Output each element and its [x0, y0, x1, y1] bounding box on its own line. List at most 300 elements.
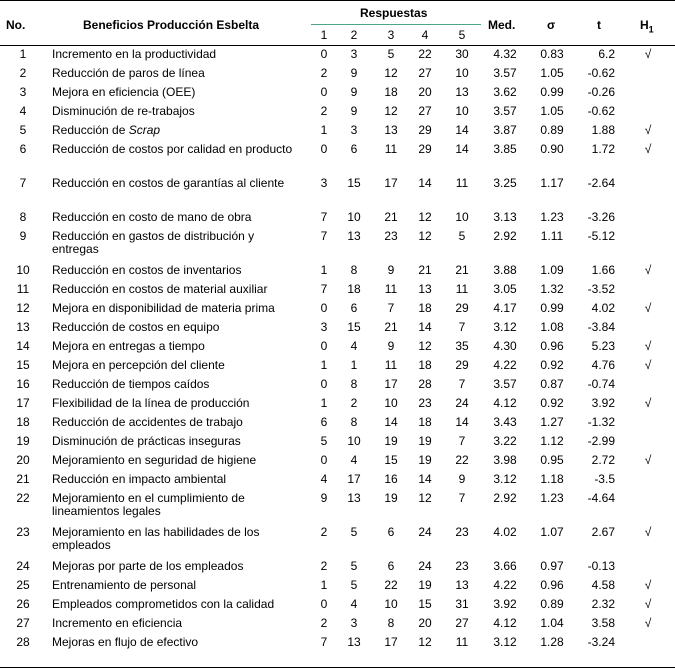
response-count-2: 8 — [350, 377, 358, 391]
response-count-1: 1 — [320, 358, 328, 372]
response-count-5: 14 — [455, 415, 469, 429]
response-count-4: 29 — [418, 142, 432, 156]
response-count-4: 28 — [418, 377, 432, 391]
response-count-2: 5 — [350, 525, 358, 539]
response-count-3: 10 — [384, 396, 398, 410]
response-count-1: 1 — [320, 123, 328, 137]
std-dev-value: 0.99 — [540, 85, 564, 99]
table-row — [0, 635, 675, 654]
response-count-2: 2 — [350, 396, 358, 410]
table-row — [0, 559, 675, 578]
t-value: -3.84 — [587, 320, 615, 334]
response-count-3: 9 — [387, 263, 395, 277]
mean-value: 3.05 — [493, 282, 517, 296]
mean-value: 4.12 — [493, 396, 517, 410]
response-count-4: 12 — [418, 339, 432, 353]
table-row — [0, 47, 675, 66]
row-number: 17 — [16, 396, 30, 410]
std-dev-value: 1.04 — [540, 616, 564, 630]
benefit-name: Mejora en entregas a tiempo — [52, 339, 205, 353]
mean-value: 4.22 — [493, 578, 517, 592]
mean-value: 3.85 — [493, 142, 517, 156]
t-value: -2.99 — [587, 434, 615, 448]
std-dev-value: 1.11 — [540, 229, 564, 243]
response-count-3: 5 — [387, 47, 395, 61]
response-count-4: 15 — [418, 597, 432, 611]
response-count-5: 9 — [458, 472, 466, 486]
response-count-4: 27 — [418, 104, 432, 118]
table-row — [0, 320, 675, 339]
response-count-3: 11 — [384, 358, 398, 372]
scale-2: 2 — [350, 28, 358, 42]
response-count-5: 23 — [455, 525, 469, 539]
response-count-2: 3 — [350, 123, 358, 137]
response-count-3: 12 — [384, 104, 398, 118]
response-count-4: 21 — [418, 263, 432, 277]
t-value: 4.02 — [591, 301, 615, 315]
std-dev-value: 0.99 — [540, 301, 564, 315]
response-count-3: 15 — [384, 453, 398, 467]
row-number: 19 — [16, 434, 30, 448]
response-count-5: 10 — [455, 66, 469, 80]
table-row — [0, 396, 675, 415]
response-count-5: 5 — [458, 229, 466, 243]
response-count-3: 21 — [384, 210, 398, 224]
mean-value: 4.30 — [493, 339, 517, 353]
response-count-5: 35 — [455, 339, 469, 353]
t-value: 1.72 — [591, 142, 615, 156]
bottom-rule — [0, 667, 675, 668]
mean-value: 3.22 — [493, 434, 517, 448]
row-number: 5 — [19, 123, 27, 137]
t-value: 2.67 — [591, 525, 615, 539]
header-respuestas: Respuestas — [360, 6, 428, 20]
t-value: -4.64 — [587, 491, 615, 505]
mean-value: 2.92 — [493, 229, 517, 243]
header-h1 — [640, 18, 654, 34]
row-number: 9 — [19, 229, 27, 243]
response-count-3: 19 — [384, 491, 398, 505]
response-count-5: 27 — [455, 616, 469, 630]
std-dev-value: 1.28 — [540, 635, 564, 649]
response-count-4: 20 — [418, 85, 432, 99]
response-count-3: 6 — [387, 525, 395, 539]
row-number: 25 — [16, 578, 30, 592]
table-row — [0, 66, 675, 85]
header-h1-sub: 1 — [648, 24, 654, 35]
response-count-3: 23 — [384, 229, 398, 243]
response-count-2: 4 — [350, 339, 358, 353]
table-row — [0, 377, 675, 396]
response-count-4: 27 — [418, 66, 432, 80]
response-count-2: 9 — [350, 85, 358, 99]
response-count-1: 2 — [320, 66, 328, 80]
response-count-1: 0 — [320, 377, 328, 391]
response-count-3: 22 — [384, 578, 398, 592]
mean-value: 3.13 — [493, 210, 517, 224]
mean-value: 4.32 — [493, 47, 517, 61]
benefit-name: Reducción de costos en equipo — [52, 320, 220, 334]
benefit-name: Reducción en costos de garantías al cliente — [52, 176, 285, 190]
response-count-1: 1 — [320, 396, 328, 410]
response-count-5: 30 — [455, 47, 469, 61]
response-count-5: 29 — [455, 301, 469, 315]
hypothesis-check: √ — [644, 396, 652, 410]
benefit-name: Mejoras por parte de los empleados — [52, 559, 244, 573]
response-count-3: 21 — [384, 320, 398, 334]
response-count-1: 7 — [320, 635, 328, 649]
response-count-3: 16 — [384, 472, 398, 486]
row-number: 6 — [19, 142, 27, 156]
hypothesis-check: √ — [644, 301, 652, 315]
hypothesis-check: √ — [644, 597, 652, 611]
response-count-4: 20 — [418, 616, 432, 630]
response-count-2: 1 — [350, 358, 358, 372]
std-dev-value: 0.92 — [540, 358, 564, 372]
response-count-4: 24 — [418, 525, 432, 539]
std-dev-value: 1.27 — [540, 415, 564, 429]
mean-value: 3.12 — [493, 320, 517, 334]
mean-value: 3.87 — [493, 123, 517, 137]
benefit-name: Mejora en disponibilidad de materia prima — [52, 301, 275, 315]
response-count-1: 7 — [320, 282, 328, 296]
response-count-2: 17 — [347, 472, 361, 486]
row-number: 1 — [19, 47, 27, 61]
t-value: -0.26 — [587, 85, 615, 99]
benefit-name: Reducción de tiempos caídos — [52, 377, 210, 391]
t-value: 1.66 — [591, 263, 615, 277]
t-value: -3.26 — [587, 210, 615, 224]
mean-value: 3.62 — [493, 85, 517, 99]
std-dev-value: 1.05 — [540, 104, 564, 118]
response-count-5: 14 — [455, 123, 469, 137]
row-number: 7 — [19, 176, 27, 190]
response-count-1: 2 — [320, 104, 328, 118]
response-count-4: 12 — [418, 491, 432, 505]
benefit-name: Entrenamiento de personal — [52, 578, 197, 592]
benefit-name: Mejoramiento en seguridad de higiene — [52, 453, 257, 467]
response-count-5: 11 — [455, 176, 469, 190]
response-count-5: 11 — [455, 282, 469, 296]
std-dev-value: 0.95 — [540, 453, 564, 467]
benefit-name: Reducción de paros de línea — [52, 66, 205, 80]
scale-4: 4 — [421, 28, 429, 42]
response-count-5: 29 — [455, 358, 469, 372]
row-number: 16 — [16, 377, 30, 391]
row-number: 4 — [19, 104, 27, 118]
response-count-2: 5 — [350, 578, 358, 592]
response-count-5: 7 — [458, 320, 466, 334]
t-value: 3.58 — [591, 616, 615, 630]
mean-value: 3.57 — [493, 377, 517, 391]
t-value: -0.13 — [587, 559, 615, 573]
benefit-name: Mejora en eficiencia (OEE) — [52, 85, 196, 99]
response-count-4: 14 — [418, 320, 432, 334]
t-value: -3.24 — [587, 635, 615, 649]
response-count-2: 10 — [347, 210, 361, 224]
response-count-4: 13 — [418, 282, 432, 296]
t-value: 3.92 — [591, 396, 615, 410]
response-count-1: 1 — [320, 263, 328, 277]
response-count-1: 3 — [320, 320, 328, 334]
std-dev-value: 1.07 — [540, 525, 564, 539]
response-count-4: 18 — [418, 301, 432, 315]
benefit-name: Empleados comprometidos con la calidad — [52, 597, 275, 611]
response-count-1: 7 — [320, 229, 328, 243]
row-number: 10 — [16, 263, 30, 277]
response-count-3: 12 — [384, 66, 398, 80]
mean-value: 3.12 — [493, 472, 517, 486]
response-count-5: 10 — [455, 104, 469, 118]
response-count-3: 9 — [387, 339, 395, 353]
row-number: 18 — [16, 415, 30, 429]
t-value: -3.52 — [587, 282, 615, 296]
benefit-name-text: Reducción de — [52, 123, 129, 137]
benefit-name: Mejoramiento en las habilidades de los empleados — [52, 525, 260, 552]
respuestas-underline — [311, 24, 481, 25]
benefit-name: Reducción en costos de inventarios — [52, 263, 242, 277]
hypothesis-check: √ — [644, 525, 652, 539]
table-row — [0, 453, 675, 472]
benefit-name: Incremento en la productividad — [52, 47, 217, 61]
response-count-4: 12 — [418, 210, 432, 224]
mean-value: 4.12 — [493, 616, 517, 630]
response-count-1: 7 — [320, 210, 328, 224]
response-count-4: 12 — [418, 635, 432, 649]
response-count-1: 2 — [320, 559, 328, 573]
table-row — [0, 123, 675, 142]
response-count-2: 8 — [350, 263, 358, 277]
std-dev-value: 0.97 — [540, 559, 564, 573]
response-count-2: 9 — [350, 104, 358, 118]
response-count-4: 19 — [418, 578, 432, 592]
std-dev-value: 1.09 — [540, 263, 564, 277]
response-count-1: 1 — [320, 578, 328, 592]
std-dev-value: 0.96 — [540, 578, 564, 592]
response-count-5: 11 — [455, 635, 469, 649]
std-dev-value: 1.23 — [540, 491, 564, 505]
response-count-3: 11 — [384, 282, 398, 296]
response-count-5: 7 — [458, 434, 466, 448]
row-number: 3 — [19, 85, 27, 99]
row-number: 8 — [19, 210, 27, 224]
response-count-2: 13 — [347, 635, 361, 649]
mean-value: 3.92 — [493, 597, 517, 611]
row-number: 27 — [16, 616, 30, 630]
table-row — [0, 85, 675, 104]
std-dev-value: 1.17 — [540, 176, 564, 190]
response-count-1: 2 — [320, 616, 328, 630]
scale-1: 1 — [320, 28, 328, 42]
row-number: 23 — [16, 525, 30, 539]
response-count-3: 11 — [384, 142, 398, 156]
row-number: 12 — [16, 301, 30, 315]
response-count-1: 0 — [320, 453, 328, 467]
response-count-4: 23 — [418, 396, 432, 410]
response-count-5: 10 — [455, 210, 469, 224]
row-number: 28 — [16, 635, 30, 649]
table-row — [0, 358, 675, 377]
t-value: -1.32 — [587, 415, 615, 429]
std-dev-value: 1.12 — [540, 434, 564, 448]
benefit-name: Reducción de costos por calidad en producto — [52, 142, 293, 156]
response-count-3: 10 — [384, 597, 398, 611]
row-number: 20 — [16, 453, 30, 467]
table-row — [0, 104, 675, 123]
response-count-1: 9 — [320, 491, 328, 505]
table-row — [0, 525, 675, 559]
mean-value: 4.17 — [493, 301, 517, 315]
row-number: 11 — [16, 282, 30, 296]
response-count-5: 7 — [458, 491, 466, 505]
std-dev-value: 0.87 — [540, 377, 564, 391]
response-count-5: 22 — [455, 453, 469, 467]
mean-value: 3.57 — [493, 104, 517, 118]
std-dev-value: 1.18 — [540, 472, 564, 486]
benefit-name — [52, 124, 302, 137]
t-value: 2.32 — [591, 597, 615, 611]
t-value: 5.23 — [591, 339, 615, 353]
std-dev-value: 0.90 — [540, 142, 564, 156]
t-value: 6.2 — [598, 47, 615, 61]
hypothesis-check: √ — [644, 616, 652, 630]
t-value: -0.62 — [587, 104, 615, 118]
benefit-name: Mejoramiento en el cumplimiento de lineamientos legales — [52, 491, 245, 518]
response-count-4: 14 — [418, 472, 432, 486]
response-count-5: 24 — [455, 396, 469, 410]
benefit-name: Reducción en costo de mano de obra — [52, 210, 252, 224]
response-count-1: 5 — [320, 434, 328, 448]
response-count-2: 3 — [350, 47, 358, 61]
response-count-4: 22 — [418, 47, 432, 61]
response-count-5: 21 — [455, 263, 469, 277]
response-count-3: 19 — [384, 434, 398, 448]
benefit-name: Reducción de accidentes de trabajo — [52, 415, 243, 429]
mean-value: 3.98 — [493, 453, 517, 467]
table-row — [0, 142, 675, 176]
std-dev-value: 0.89 — [540, 597, 564, 611]
response-count-4: 19 — [418, 434, 432, 448]
mean-value: 3.25 — [493, 176, 517, 190]
response-count-5: 14 — [455, 142, 469, 156]
response-count-2: 15 — [347, 176, 361, 190]
mean-value: 4.02 — [493, 525, 517, 539]
response-count-1: 0 — [320, 597, 328, 611]
response-count-3: 8 — [387, 616, 395, 630]
hypothesis-check: √ — [644, 339, 652, 353]
std-dev-value: 1.23 — [540, 210, 564, 224]
response-count-4: 24 — [418, 559, 432, 573]
benefit-name: Flexibilidad de la línea de producción — [52, 396, 250, 410]
row-number: 2 — [19, 66, 27, 80]
mean-value: 3.43 — [493, 415, 517, 429]
table-row — [0, 616, 675, 635]
response-count-4: 18 — [418, 358, 432, 372]
table-row — [0, 434, 675, 453]
table-row — [0, 176, 675, 210]
t-value: 2.72 — [591, 453, 615, 467]
response-count-2: 5 — [350, 559, 358, 573]
header-h1-base: H — [640, 18, 649, 32]
response-count-1: 0 — [320, 301, 328, 315]
response-count-1: 0 — [320, 339, 328, 353]
header-rule — [0, 45, 675, 46]
response-count-3: 14 — [384, 415, 398, 429]
row-number: 15 — [16, 358, 30, 372]
response-count-2: 13 — [347, 229, 361, 243]
response-count-4: 29 — [418, 123, 432, 137]
response-count-2: 6 — [350, 301, 358, 315]
t-value: -5.12 — [587, 229, 615, 243]
response-count-2: 6 — [350, 142, 358, 156]
table-body — [0, 47, 675, 654]
benefit-name: Reducción en costos de material auxiliar — [52, 282, 268, 296]
hypothesis-check: √ — [644, 453, 652, 467]
table-row — [0, 597, 675, 616]
response-count-3: 18 — [384, 85, 398, 99]
mean-value: 4.22 — [493, 358, 517, 372]
response-count-2: 10 — [347, 434, 361, 448]
response-count-2: 8 — [350, 415, 358, 429]
std-dev-value: 1.08 — [540, 320, 564, 334]
response-count-3: 17 — [384, 635, 398, 649]
benefit-name: Disminución de re-trabajos — [52, 104, 195, 118]
response-count-5: 13 — [455, 578, 469, 592]
response-count-5: 31 — [455, 597, 469, 611]
t-value: -0.74 — [587, 377, 615, 391]
mean-value: 3.57 — [493, 66, 517, 80]
table-row — [0, 301, 675, 320]
response-count-3: 17 — [384, 176, 398, 190]
row-number: 24 — [16, 559, 30, 573]
scale-3: 3 — [387, 28, 395, 42]
benefit-name: Reducción en impacto ambiental — [52, 472, 227, 486]
table-row — [0, 415, 675, 434]
response-count-4: 12 — [418, 229, 432, 243]
hypothesis-check: √ — [644, 47, 652, 61]
hypothesis-check: √ — [644, 358, 652, 372]
response-count-1: 6 — [320, 415, 328, 429]
table-row — [0, 210, 675, 229]
table-row — [0, 263, 675, 282]
std-dev-value: 1.05 — [540, 66, 564, 80]
row-number: 22 — [16, 491, 30, 505]
header-sigma: σ — [547, 18, 556, 32]
response-count-1: 0 — [320, 47, 328, 61]
table-row — [0, 472, 675, 491]
response-count-3: 7 — [387, 301, 395, 315]
row-number: 21 — [16, 472, 30, 486]
benefit-name: Disminución de prácticas inseguras — [52, 434, 241, 448]
std-dev-value: 0.83 — [540, 47, 564, 61]
benefit-name: Mejoras en flujo de efectivo — [52, 635, 199, 649]
mean-value: 2.92 — [493, 491, 517, 505]
response-count-3: 17 — [384, 377, 398, 391]
response-count-4: 18 — [418, 415, 432, 429]
hypothesis-check: √ — [644, 123, 652, 137]
response-count-5: 13 — [455, 85, 469, 99]
response-count-1: 3 — [320, 176, 328, 190]
response-count-2: 13 — [347, 491, 361, 505]
response-count-1: 0 — [320, 142, 328, 156]
t-value: -2.64 — [587, 176, 615, 190]
response-count-2: 15 — [347, 320, 361, 334]
t-value: 4.76 — [591, 358, 615, 372]
std-dev-value: 0.92 — [540, 396, 564, 410]
header-no: No. — [6, 18, 26, 32]
top-rule — [0, 0, 675, 1]
t-value: 4.58 — [591, 578, 615, 592]
